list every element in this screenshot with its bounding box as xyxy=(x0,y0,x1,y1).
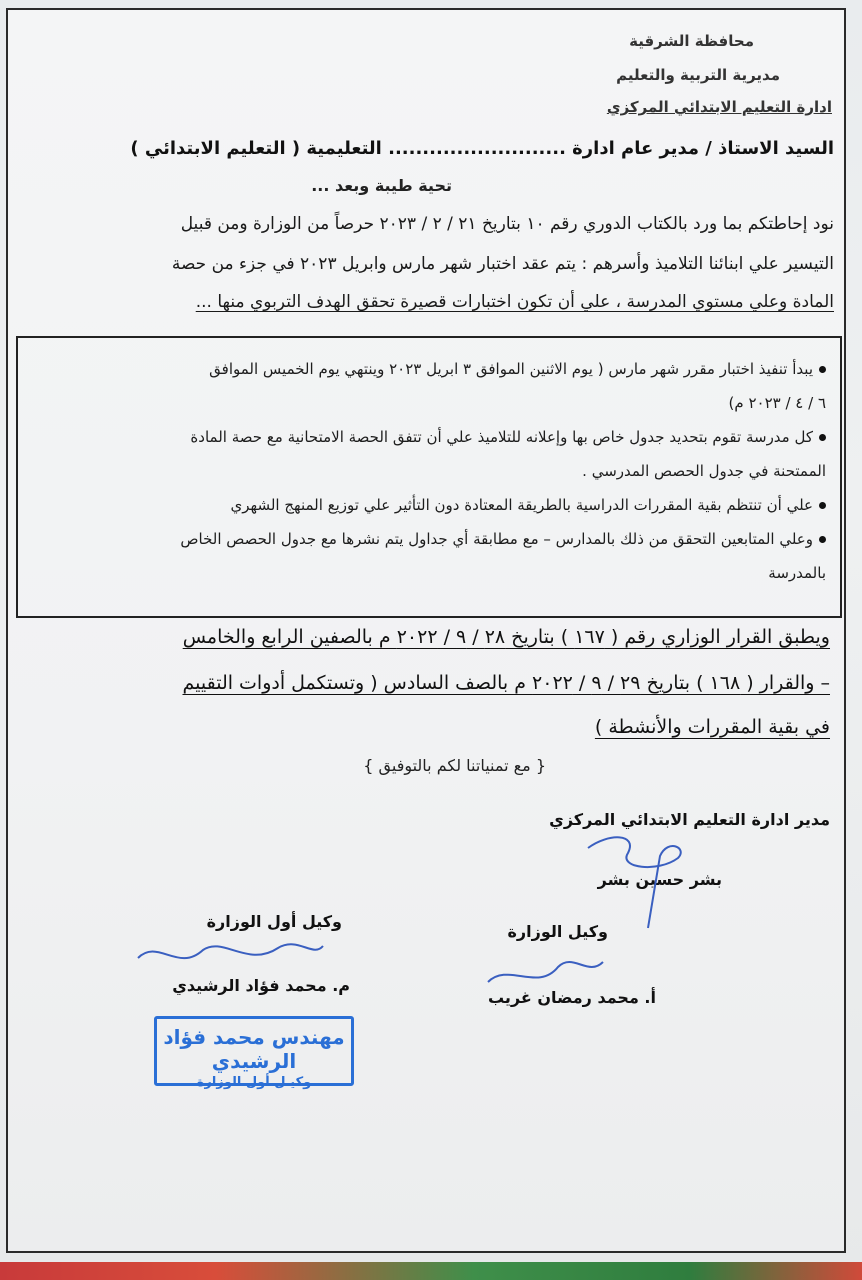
governorate-label: محافظة الشرقية xyxy=(629,32,754,50)
intro-line: نود إحاطتكم بما ورد بالكتاب الدوري رقم ١٠ بتاريخ ٢١ / ٢ / ٢٠٢٣ حرصاً من الوزارة ومن قبيل xyxy=(180,214,834,234)
instructions-box xyxy=(16,336,842,618)
bullet-dot-icon xyxy=(819,536,826,543)
official-stamp: مهندس محمد فؤاد الرشيدي وكيـل أول الوزارة xyxy=(154,1016,354,1086)
decree-line: – والقرار ( ١٦٨ ) بتاريخ ٢٩ / ٩ / ٢٠٢٢ م بالصف السادس ( وتستكمل أدوات التقييم xyxy=(182,672,830,694)
decree-line: في بقية المقررات والأنشطة ) xyxy=(594,716,830,738)
greeting: تحية طيبة وبعد ... xyxy=(311,176,452,195)
deputy-title: وكيل الوزارة xyxy=(507,922,608,941)
bullet-list xyxy=(36,352,826,590)
bullet-dot-icon xyxy=(819,502,826,509)
bullet-dot-icon xyxy=(819,366,826,373)
bottom-edge-strip xyxy=(0,1262,862,1280)
list-item: كل مدرسة تقوم بتحديد جدول خاص بها وإعلانه للتلاميذ علي أن تتفق الحصة الامتحانية مع حصة المادة الممتحنة في جدول الحصص المدرسي . xyxy=(190,428,826,480)
first-deputy-title: وكيل أول الوزارة xyxy=(206,912,342,931)
director-title: مدير ادارة التعليم الابتدائي المركزي xyxy=(549,810,830,829)
directorate-label: مديرية التربية والتعليم xyxy=(616,66,780,84)
list-item: علي أن تنتظم بقية المقررات الدراسية بالطريقة المعتادة دون التأثير علي توزيع المنهج الشهري xyxy=(36,488,826,522)
bullet-dot-icon xyxy=(819,434,826,441)
closing-wish: { مع تمنياتنا لكم بالتوفيق } xyxy=(363,756,546,775)
administration-label: ادارة التعليم الابتدائي المركزي xyxy=(606,98,832,116)
director-name: بشر حسين بشر xyxy=(597,870,722,889)
addressee-line: السيد الاستاذ / مدير عام ادارة .......................... التعليمية ( التعليم الابتدائي ) xyxy=(130,138,834,159)
intro-line: المادة وعلي مستوي المدرسة ، علي أن تكون اختبارات قصيرة تحقق الهدف التربوي منها ... xyxy=(195,292,834,312)
first-deputy-name: م. محمد فؤاد الرشيدي xyxy=(172,976,350,995)
deputy-signature-icon xyxy=(478,942,608,1002)
deputy-name: أ. محمد رمضان غريب xyxy=(487,988,656,1007)
document-sheet xyxy=(6,8,846,1253)
list-item: وعلي المتابعين التحقق من ذلك بالمدارس – مع مطابقة أي جداول يتم نشرها مع جدول الحصص الخاص بالمدرسة xyxy=(180,530,826,582)
list-item: يبدأ تنفيذ اختبار مقرر شهر مارس ( يوم الاثنين الموافق ٣ ابريل ٢٠٢٣ وينتهي يوم الخميس الموافق ٦ / ٤ / ٢٠٢٣ م) xyxy=(209,360,826,412)
intro-line: التيسير علي ابنائنا التلاميذ وأسرهم : يتم عقد اختبار شهر مارس وابريل ٢٠٢٣ في جزء من حصة xyxy=(171,254,834,274)
director-signature-icon xyxy=(568,828,718,938)
first-deputy-signature-icon xyxy=(128,928,328,988)
decree-line: ويطبق القرار الوزاري رقم ( ١٦٧ ) بتاريخ ٢٨ / ٩ / ٢٠٢٢ م بالصفين الرابع والخامس xyxy=(182,626,830,648)
